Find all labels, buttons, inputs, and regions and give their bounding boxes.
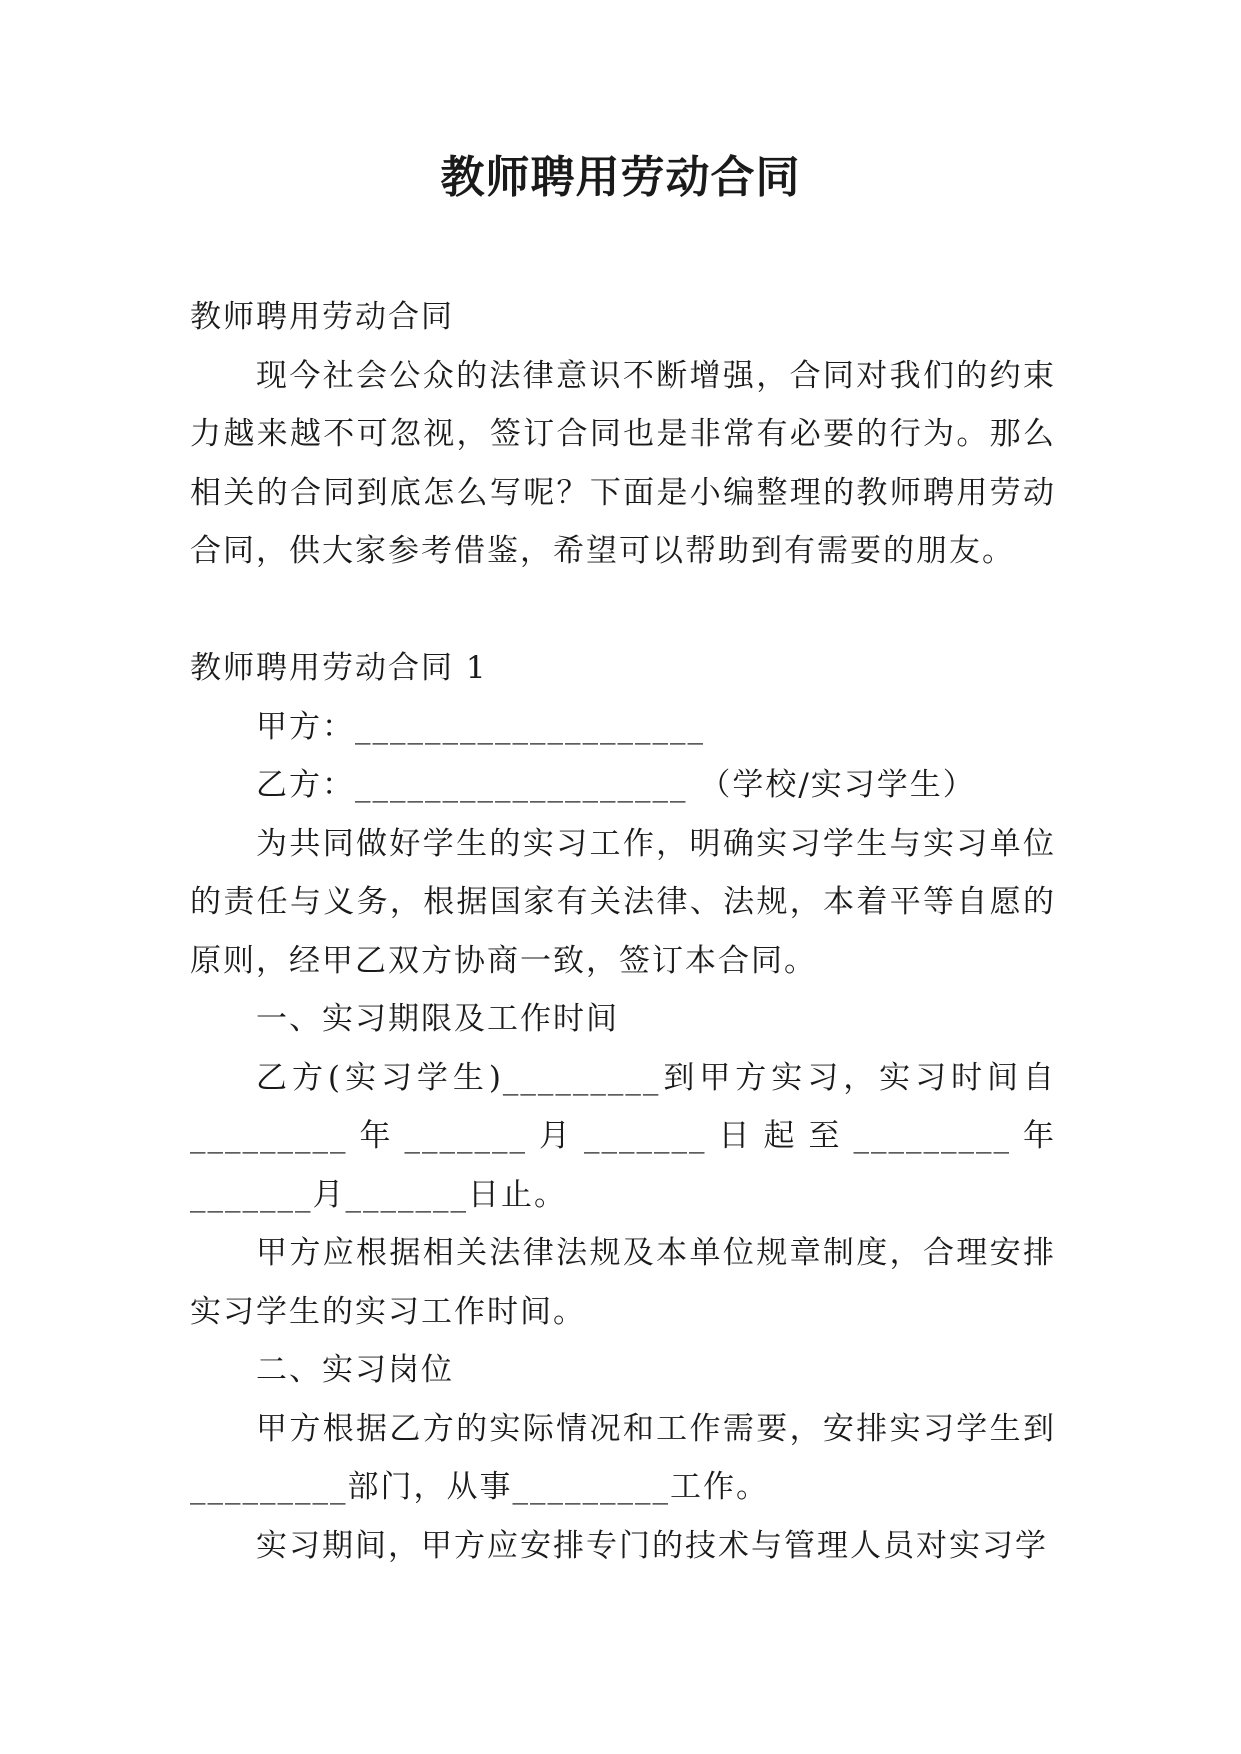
clause-heading: 二、实习岗位 (256, 1352, 454, 1388)
clause-heading: 一、实习期限及工作时间 (256, 1001, 619, 1037)
paragraph: 实习期间，甲方应安排专门的技术与管理人员对实习学 (256, 1527, 1048, 1564)
document-body (190, 288, 1056, 1575)
paragraph: 为共同做好学生的实习工作，明确实习学生与实习单位的责任与义务，根据国家有关法律、法规，本着平等自愿的原则，经甲乙双方协商一致，签订本合同。 (190, 825, 1056, 979)
paragraph: 乙方(实习学生)_________到甲方实习，实习时间自_________年_______月_______日起至_________年_______月_______日止。 (190, 1059, 1056, 1213)
section-heading: 教师聘用劳动合同 1 (190, 650, 488, 686)
paragraph: 现今社会公众的法律意识不断增强，合同对我们的约束力越来越不可忽视，签订合同也是非常有必要的行为。那么相关的合同到底怎么写呢？下面是小编整理的教师聘用劳动合同，供大家参考借鉴，希望可以帮助到有需要的朋友。 (190, 357, 1056, 569)
party-a-line: 甲方：____________________ (256, 708, 705, 745)
paragraph: 甲方根据乙方的实际情况和工作需要，安排实习学生到_________部门，从事_________工作。 (190, 1410, 1056, 1505)
paragraph: 教师聘用劳动合同 (190, 299, 454, 335)
party-b-line: 乙方：___________________ （学校/实习学生） (256, 767, 976, 803)
document-title: 教师聘用劳动合同 (440, 152, 801, 203)
paragraph-spacer (190, 581, 1056, 640)
paragraph: 甲方应根据相关法律法规及本单位规章制度，合理安排实习学生的实习工作时间。 (190, 1235, 1056, 1330)
